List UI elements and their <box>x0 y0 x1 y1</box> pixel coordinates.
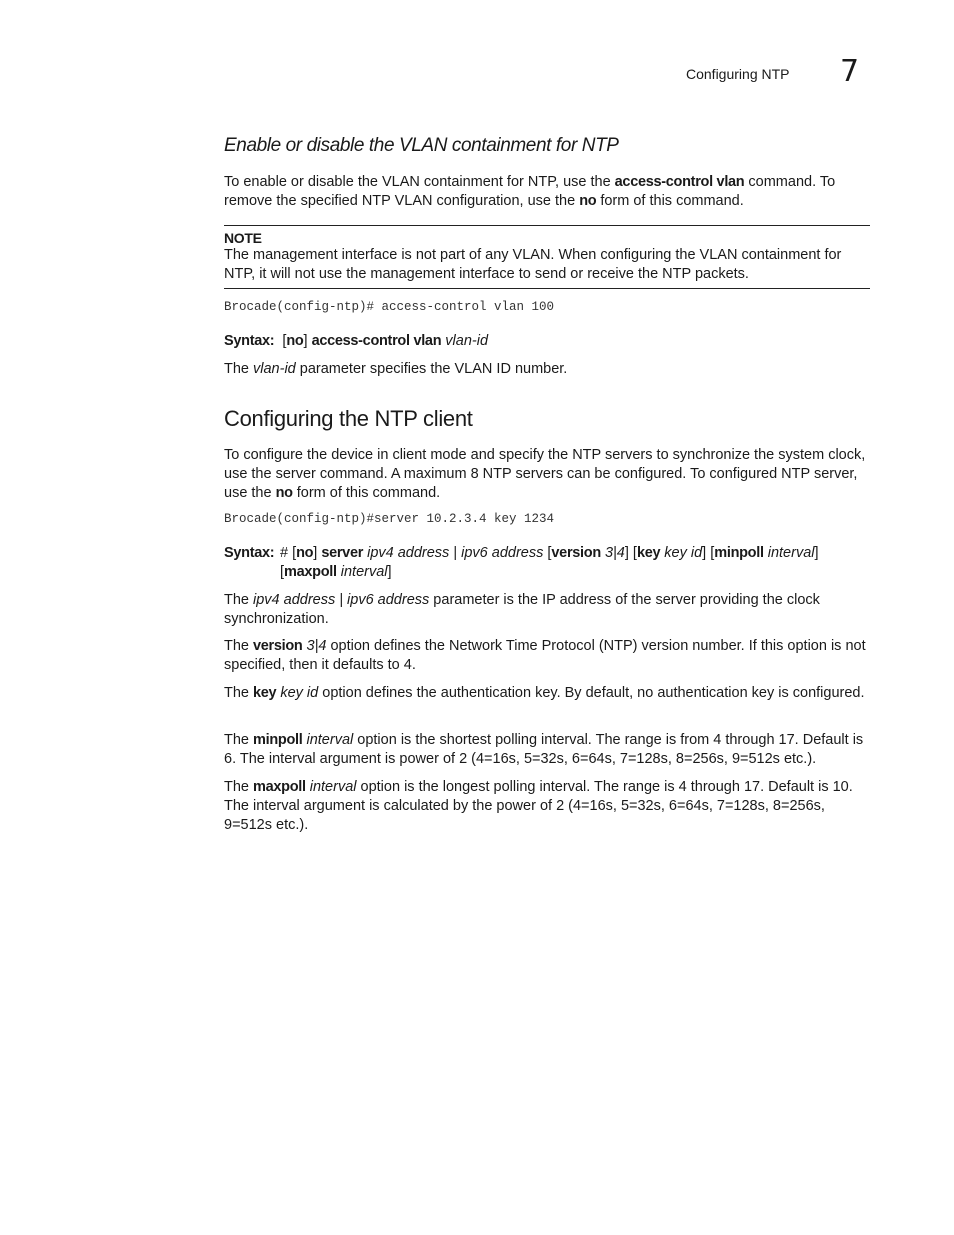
vlan-code-example: Brocade(config-ntp)# access-control vlan 100 <box>224 300 555 314</box>
vlan-param-description: The vlan-id parameter specifies the VLAN ID number. <box>224 361 568 377</box>
client-intro-paragraph: To configure the device in client mode and specify the NTP servers to synchronize the system clock, use the server command. A maximum 8 NTP servers can be configured. To configured NTP server, use the no form of this command. <box>224 447 866 501</box>
maxpoll-option-description: The maxpoll interval option is the longest polling interval. The range is 4 through 17. Default is 10. The interval argument is calculated by the power of 2 (4=16s, 5=32s, 6=64s, 7=128s, 8=256s, 9=512s etc.). <box>224 779 853 833</box>
ntp-client-heading: Configuring the NTP client <box>224 406 473 431</box>
syntax-label: Syntax: <box>224 333 275 349</box>
note-text: The management interface is not part of any VLAN. When configuring the VLAN containment for NTP, it will not use the management interface to send or receive the NTP packets. <box>224 247 842 282</box>
chapter-number: 7 <box>840 54 860 89</box>
no-keyword: no <box>579 193 597 209</box>
client-syntax-text: # [no] server ipv4 address | ipv6 address [version 3|4] [key key id] [minpoll interval] [maxpoll interval] <box>280 545 819 580</box>
note-bottom-rule <box>224 288 870 289</box>
running-header-title: Configuring NTP <box>686 66 790 82</box>
note-label: NOTE <box>224 230 262 246</box>
vlan-section-heading: Enable or disable the VLAN containment for NTP <box>224 135 619 156</box>
version-option-description: The version 3|4 option defines the Network Time Protocol (NTP) version number. If this option is not specified, then it defaults to 4. <box>224 638 866 673</box>
syntax-label: Syntax: <box>224 545 275 561</box>
minpoll-option-description: The minpoll interval option is the shortest polling interval. The range is from 4 through 17. Default is 6. The interval argument is power of 2 (4=16s, 5=32s, 6=64s, 7=128s, 8=256s, 9=512s etc.). <box>224 732 864 767</box>
address-param-description: The ipv4 address | ipv6 address parameter is the IP address of the server providing the clock synchronization. <box>224 592 820 627</box>
vlan-intro-paragraph: To enable or disable the VLAN containment for NTP, use the access-control vlan command. To remove the specified NTP VLAN configuration, use the no form of this command. <box>224 174 836 209</box>
access-control-vlan-keyword: access-control vlan <box>614 174 745 190</box>
vlan-syntax-line: Syntax: [no] access-control vlan vlan-id <box>224 333 489 349</box>
key-option-description: The key key id option defines the authentication key. By default, no authentication key is configured. <box>224 685 865 701</box>
note-top-rule <box>224 225 870 226</box>
client-code-example: Brocade(config-ntp)#server 10.2.3.4 key 1234 <box>224 512 555 526</box>
